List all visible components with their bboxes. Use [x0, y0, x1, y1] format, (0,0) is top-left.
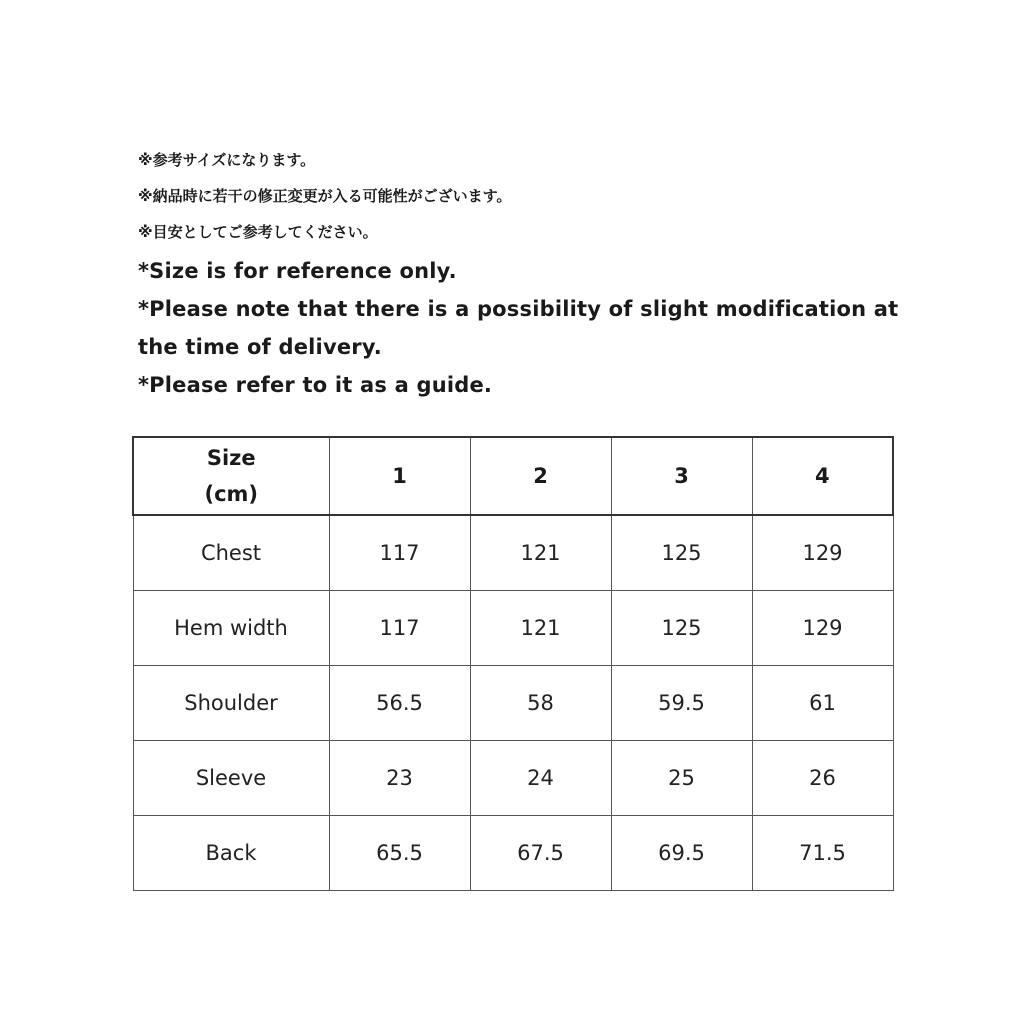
table-cell: 125 [611, 591, 752, 666]
table-cell: 67.5 [470, 816, 611, 891]
table-cell: 129 [752, 515, 893, 591]
table-cell: 25 [611, 741, 752, 816]
size-table-body [133, 515, 893, 891]
note-jp-guide: ※目安としてご参考してください。 [138, 223, 378, 241]
table-cell: 26 [752, 741, 893, 816]
row-label: Back [133, 816, 329, 891]
header-size-label-line2: (cm) [204, 482, 259, 506]
table-cell: 117 [329, 591, 470, 666]
table-cell: 56.5 [329, 666, 470, 741]
table-row-chest [133, 515, 893, 591]
row-label: Sleeve [133, 741, 329, 816]
header-size-label-line1: Size [206, 446, 256, 470]
table-cell: 69.5 [611, 816, 752, 891]
table-cell: 61 [752, 666, 893, 741]
header-size-4: 4 [752, 437, 893, 515]
table-cell: 23 [329, 741, 470, 816]
header-size-2: 2 [470, 437, 611, 515]
table-cell: 65.5 [329, 816, 470, 891]
table-cell: 121 [470, 591, 611, 666]
table-row-sleeve [133, 741, 893, 816]
table-cell: 58 [470, 666, 611, 741]
table-cell: 117 [329, 515, 470, 591]
header-row [133, 437, 893, 515]
size-notes [138, 142, 928, 404]
table-cell: 125 [611, 515, 752, 591]
size-table-header [133, 437, 893, 515]
header-size-1: 1 [329, 437, 470, 515]
row-label: Chest [133, 515, 329, 591]
row-label: Hem width [133, 591, 329, 666]
header-size-label [133, 437, 329, 515]
table-cell: 121 [470, 515, 611, 591]
row-label: Shoulder [133, 666, 329, 741]
table-row-hem-width [133, 591, 893, 666]
header-size-3: 3 [611, 437, 752, 515]
table-cell: 59.5 [611, 666, 752, 741]
size-table [132, 436, 894, 891]
table-cell: 24 [470, 741, 611, 816]
table-row-shoulder [133, 666, 893, 741]
note-en-reference: *Size is for reference only. [138, 259, 457, 283]
note-en-guide: *Please refer to it as a guide. [138, 373, 493, 397]
table-cell: 129 [752, 591, 893, 666]
note-en-modification: *Please note that there is a possibility of slight modification at the time of delivery. [138, 297, 899, 359]
table-cell: 71.5 [752, 816, 893, 891]
table-row-back [133, 816, 893, 891]
note-jp-reference: ※参考サイズになります。 [138, 151, 316, 169]
note-jp-modification: ※納品時に若干の修正変更が入る可能性がございます。 [138, 187, 512, 205]
